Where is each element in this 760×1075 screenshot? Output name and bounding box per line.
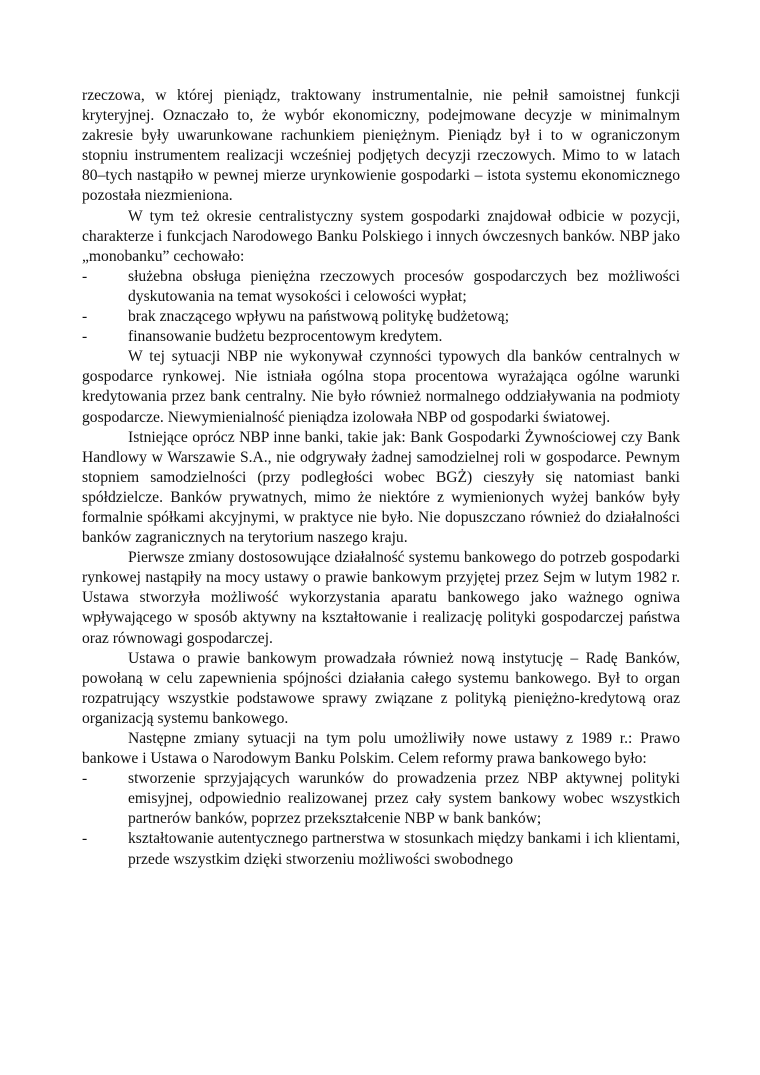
dash-marker: -	[82, 830, 88, 848]
list-item-text: finansowanie budżetu bezprocentowym kredytem.	[128, 328, 443, 346]
dash-marker: -	[82, 328, 88, 346]
dash-marker: -	[82, 308, 88, 326]
list-item-text: służebna obsługa pieniężna rzeczowych procesów gospodarczych bez możliwości dyskutowania na temat wysokości i celowości wypłat;	[128, 267, 680, 305]
paragraph-6: Ustawa o prawie bankowym prowadzała również nową instytucję – Radę Banków, powołaną w celu zapewnienia spójności działania całego systemu bankowego. Był to organ rozpatrujący wszystkie podstawowe sprawy związane z polityką pieniężno-kredytową oraz organizacją systemu bankowego.	[82, 649, 680, 727]
paragraph-5: Pierwsze zmiany dostosowujące działalność systemu bankowego do potrzeb gospodarki rynkowej nastąpiły na mocy ustawy o prawie bankowym przyjętej przez Sejm w lutym 1982 r. Ustawa stworzyła możliwość wykorzystania aparatu bankowego jako ważnego ogniwa wpływającego w sposób aktywny na kształtowanie i realizację polityki gospodarczej państwa oraz równowagi gospodarczej.	[82, 549, 680, 647]
list-item-text: stworzenie sprzyjających warunków do prowadzenia przez NBP aktywnej polityki emisyjnej, odpowiednio realizowanej przez cały system bankowy wobec wszystkich partnerów banków, poprzez przekształcenie NBP w bank banków;	[128, 770, 680, 828]
list-item	[82, 267, 680, 307]
bullet-list-2	[82, 769, 680, 869]
list-item-text: kształtowanie autentycznego partnerstwa w stosunkach między bankami i ich klientami, przede wszystkim dzięki stworzeniu możliwości swobodnego	[128, 830, 680, 868]
document-page	[82, 86, 680, 870]
paragraph-2: W tym też okresie centralistyczny system gospodarki znajdował odbicie w pozycji, charakterze i funkcjach Narodowego Banku Polskiego i innych ówczesnych banków. NBP jako „monobanku” cechowało:	[82, 207, 680, 265]
list-item	[82, 307, 680, 327]
dash-marker: -	[82, 267, 88, 285]
paragraph-7: Następne zmiany sytuacji na tym polu umożliwiły nowe ustawy z 1989 r.: Prawo bankowe i Ustawa o Narodowym Banku Polskim. Celem reformy prawa bankowego było:	[82, 730, 680, 768]
list-item	[82, 829, 680, 869]
bullet-list-1	[82, 267, 680, 347]
paragraph-1: rzeczowa, w której pieniądz, traktowany instrumentalnie, nie pełnił samoistnej funkcji kryteryjnej. Oznaczało to, że wybór ekonomiczny, podejmowane decyzje w minimalnym zakresie były uwarunkowane rachunkiem pieniężnym. Pieniądz był i to w ograniczonym stopniu instrumentem realizacji wcześniej podjętych decyzji rzeczowych. Mimo to w latach 80–tych nastąpiło w pewnej mierze urynkowienie gospodarki – istota systemu ekonomicznego pozostała niezmieniona.	[82, 87, 680, 205]
paragraph-3: W tej sytuacji NBP nie wykonywał czynności typowych dla banków centralnych w gospodarce rynkowej. Nie istniała ogólna stopa procentowa wyrażająca ogólne warunki kredytowania przez bank centralny. Nie było również normalnego oddziaływania na podmioty gospodarcze. Niewymienialność pieniądza izolowała NBP od gospodarki światowej.	[82, 348, 680, 426]
list-item	[82, 769, 680, 829]
list-item-text: brak znaczącego wpływu na państwową politykę budżetową;	[128, 308, 510, 326]
dash-marker: -	[82, 770, 88, 788]
list-item	[82, 327, 680, 347]
paragraph-4: Istniejące oprócz NBP inne banki, takie jak: Bank Gospodarki Żywnościowej czy Bank Handlowy w Warszawie S.A., nie odgrywały żadnej samodzielnej roli w gospodarce. Pewnym stopniem samodzielności (przy podległości wobec BGŻ) cieszyły się natomiast banki spółdzielcze. Banków prywatnych, mimo że niektóre z wymienionych wyżej banków były formalnie spółkami akcyjnymi, w praktyce nie było. Nie dopuszczano również do działalności banków zagranicznych na terytorium naszego kraju.	[82, 428, 680, 547]
